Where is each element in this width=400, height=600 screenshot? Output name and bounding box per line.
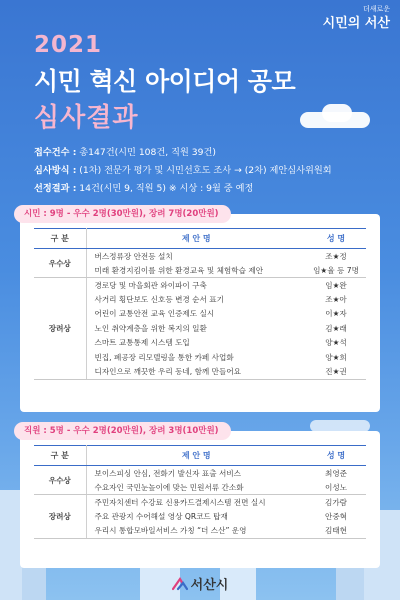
person-cell: 양★희 [325,352,347,362]
info-value: 14건(시민 9, 직원 5) ※ 시상 : 9월 중 예정 [79,183,254,194]
citizen-results-table [34,228,366,380]
column-header-category: 구 분 [34,446,86,466]
footer-logo [0,574,400,593]
proposal-cell: 우리시 통합모바일서비스 가칭 “더 스산” 운영 [86,524,306,539]
info-value: (1차) 전문가 평가 및 시민선호도 조사 → (2차) 제안심사위원회 [79,165,332,176]
info-block [34,144,332,198]
column-header-category: 구 분 [34,229,86,249]
staff-results-table [34,445,366,539]
cloud-decoration [322,104,352,122]
brand-tagline: 더새로운 [362,5,390,13]
table-header-row [34,446,366,466]
person-cell: 임★율 등 7명 [306,263,366,278]
table-row [34,495,366,510]
page-title: 시민 혁신 아이디어 공모 [34,67,296,96]
table-row [34,249,366,264]
proposal-cell: 노인 취약계층을 위한 복지의 일환 [94,323,207,333]
person-cell: 김★래 [325,323,347,333]
info-line [34,144,332,162]
proposal-cell: 주요 관광지 수어해설 영상 QR코드 탑재 [94,511,228,521]
award-cell: 우수상 [34,466,86,495]
table-row [34,466,366,481]
column-header-name: 성 명 [306,229,366,249]
proposal-cell: 스마트 교통통제 시스템 도입 [94,338,190,348]
citizen-results-panel [20,214,380,412]
person-cell: 김태현 [306,524,366,539]
proposal-cell: 디자인으로 깨끗한 우리 동네, 함께 만들어요 [86,365,306,380]
staff-results-panel [20,431,380,568]
info-label: 심사방식 : [34,165,77,176]
person-cell: 임★완 [325,280,347,290]
person-cell: 양★석 [325,338,347,348]
citizen-section-tag: 시민 : 9명 - 우수 2명(30만원), 장려 7명(20만원) [14,205,231,223]
brand-logo [323,6,390,30]
proposal-cell: 버스정류장 안전등 설치 [94,251,173,261]
person-cell: 조★아 [325,294,347,304]
person-cell: 김가람 [324,497,347,507]
staff-section-tag: 직원 : 5명 - 우수 2명(20만원), 장려 3명(10만원) [14,422,231,440]
info-label: 접수건수 : [34,147,77,158]
proposal-cell: 보이스피싱 안심, 전화기 발신자 표출 서비스 [94,468,242,478]
info-value: 총147건(시민 108건, 직원 39건) [79,147,216,158]
header-year: 2021 [34,32,103,58]
proposal-cell: 미래 환경지킴이를 위한 환경교육 및 체험학습 제안 [86,263,306,278]
seosan-logo-icon [172,577,188,591]
award-cell: 장려상 [34,278,86,380]
person-cell: 최영준 [324,468,347,478]
column-header-proposal: 제 안 명 [86,229,306,249]
proposal-cell: 주민자치센터 수강료 신용카드결제시스템 전면 실시 [94,497,266,507]
proposal-cell: 빈집, 폐공장 리모델링을 통한 카페 사업화 [94,352,234,362]
person-cell: 진★권 [306,365,366,380]
proposal-cell: 수요자인 국민눈높이에 맞는 민원서류 간소화 [86,480,306,495]
person-cell: 이★자 [325,309,347,319]
person-cell: 안중혁 [324,511,347,521]
info-line [34,162,332,180]
award-cell: 우수상 [34,249,86,278]
person-cell: 이성노 [306,480,366,495]
info-line [34,180,332,198]
person-cell: 조★정 [325,251,347,261]
proposal-cell: 사거리 횡단보도 신호등 변경 순서 표기 [94,294,224,304]
table-row [34,278,366,293]
footer-logo-text: 서산시 [190,578,229,593]
info-label: 선정결과 : [34,183,77,194]
proposal-cell: 경로당 및 마을회관 와이파이 구축 [94,280,207,290]
page-subtitle: 심사결과 [34,103,139,133]
brand-line2: 시민의 서산 [322,16,390,31]
column-header-proposal: 제 안 명 [86,446,306,466]
award-cell: 장려상 [34,495,86,539]
table-header-row [34,229,366,249]
column-header-name: 성 명 [306,446,366,466]
proposal-cell: 어린이 교통안전 교육 인증제도 실시 [94,309,215,319]
